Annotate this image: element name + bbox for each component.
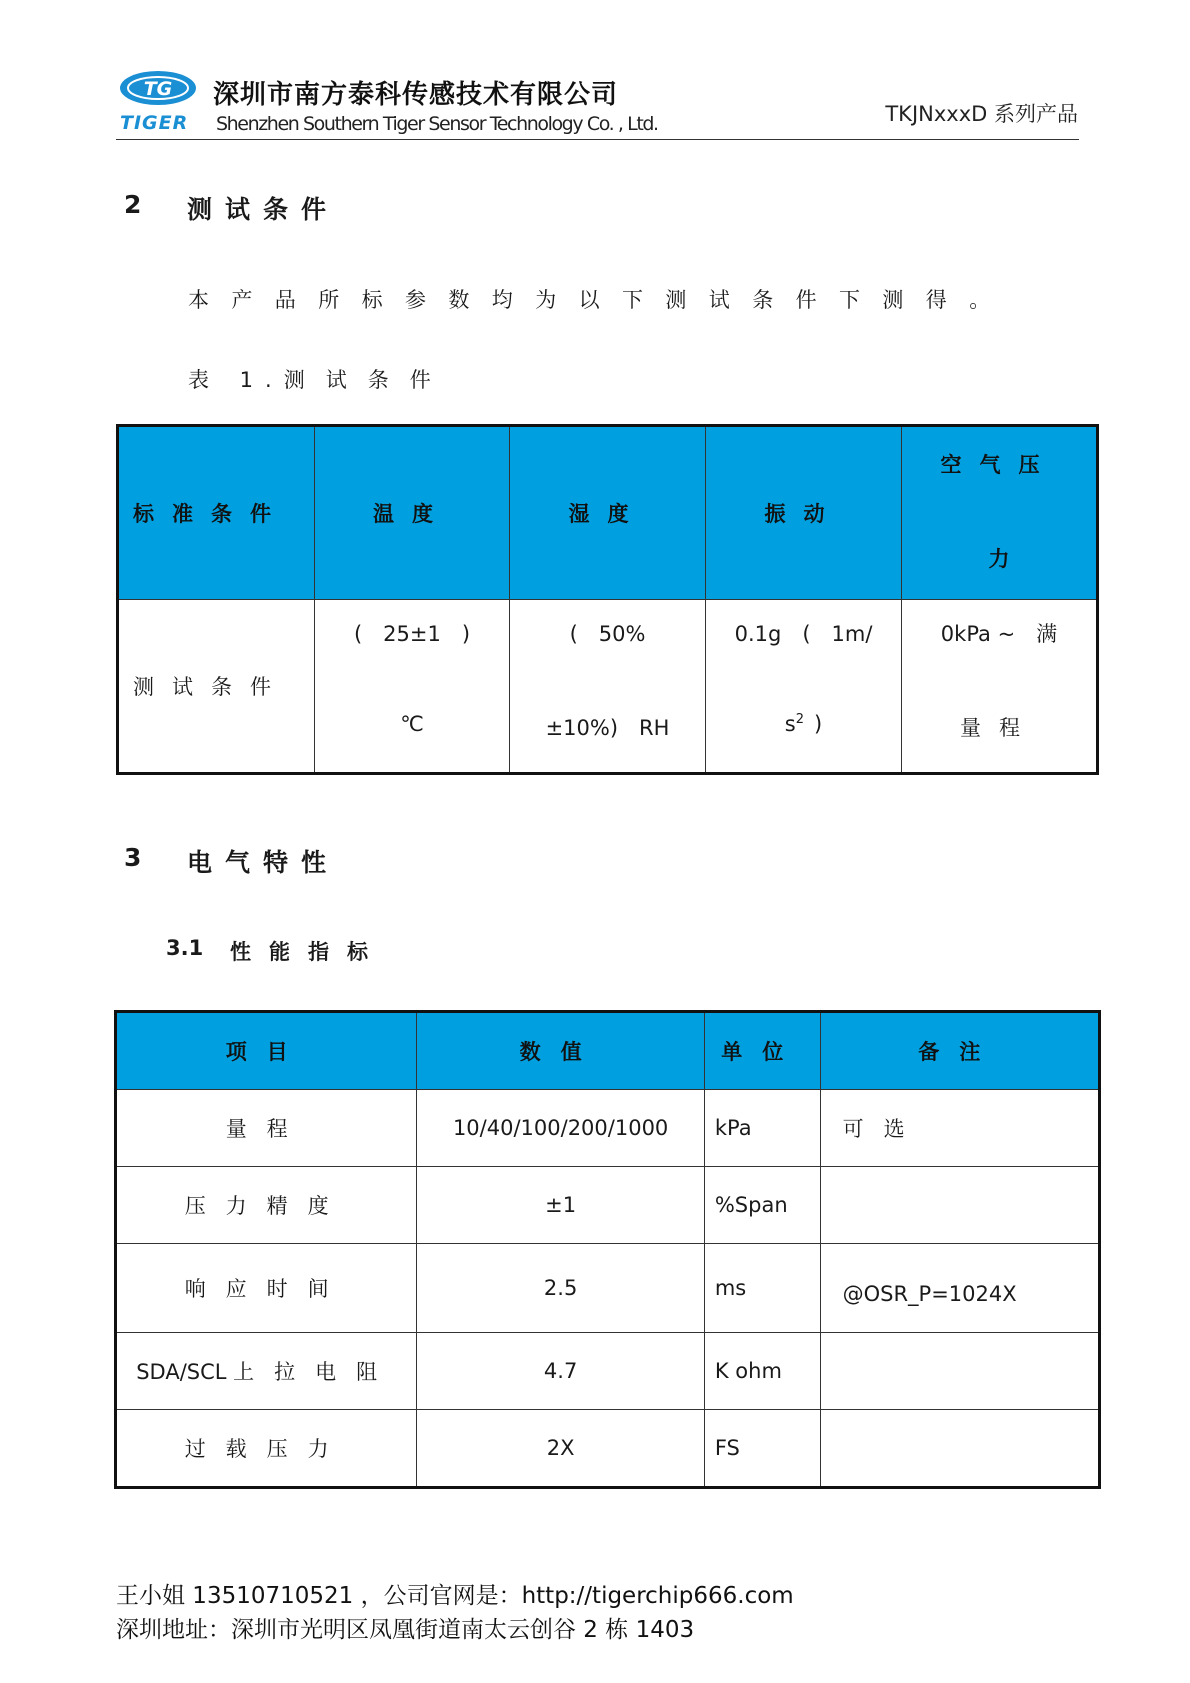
header-cell: 空气压 力 <box>902 426 1098 600</box>
performance-table <box>114 1010 1101 1489</box>
logo-oval-icon <box>118 68 198 108</box>
table-title: 测试条件 <box>283 368 452 392</box>
section-title: 测试条件 <box>187 195 340 224</box>
company-name-en: Shenzhen Southern Tiger Sensor Technology Co. , Ltd. <box>216 113 658 135</box>
note-cell <box>820 1333 1099 1410</box>
header-cell: 湿度 <box>510 426 706 600</box>
logo-wordmark: TIGER <box>120 112 189 134</box>
table-row <box>116 1410 1100 1488</box>
unit-cell: %Span <box>704 1167 820 1244</box>
header-cell: 振动 <box>706 426 902 600</box>
item-cell: 量程 <box>116 1090 417 1167</box>
item-cell: 压力精度 <box>116 1167 417 1244</box>
value-cell: 2X <box>417 1410 704 1488</box>
note-cell <box>820 1167 1099 1244</box>
humidity-cell: ( 50% ±10%) RH <box>510 600 706 774</box>
company-name-cn: 深圳市南方泰科传感技术有限公司 <box>213 80 619 110</box>
header-cell: 温度 <box>315 426 510 600</box>
section-number: 3 <box>124 843 142 872</box>
item-cell: 响应时间 <box>116 1244 417 1333</box>
table-header-row <box>116 1012 1100 1090</box>
section-number: 2 <box>124 190 142 219</box>
unit-cell: K ohm <box>704 1333 820 1410</box>
table-1-caption <box>188 364 452 394</box>
value-cell: 2.5 <box>417 1244 704 1333</box>
note-cell: @OSR_P=1024X <box>820 1244 1099 1333</box>
product-series: TKJNxxxD 系列产品 <box>885 102 1078 126</box>
subsection-title: 性能指标 <box>230 940 386 964</box>
header-cell: 项目 <box>116 1012 417 1090</box>
company-logo <box>118 68 198 132</box>
table-row <box>116 1244 1100 1333</box>
test-conditions-table <box>116 424 1099 775</box>
note-cell <box>820 1410 1099 1488</box>
logo-mark: TG <box>143 78 173 100</box>
header-cell: 单位 <box>704 1012 820 1090</box>
header-cell: 标准条件 <box>118 426 315 600</box>
table-label: 表 1. <box>188 368 284 392</box>
temperature-cell: ( 25±1 ) ℃ <box>315 600 510 774</box>
footer-address: 深圳地址：深圳市光明区凤凰街道南太云创谷 2 栋 1403 <box>116 1617 695 1643</box>
table-row <box>116 1090 1100 1167</box>
value-cell: 10/40/100/200/1000 <box>417 1090 704 1167</box>
section-2-paragraph: 本产品所标参数均为以下测试条件下测得。 <box>188 288 1013 312</box>
row-label: 测试条件 <box>118 600 315 774</box>
subsection-number: 3.1 <box>166 936 204 960</box>
note-cell: 可选 <box>820 1090 1099 1167</box>
footer-contact: 王小姐 13510710521 ，公司官网是：http://tigerchip666.com <box>116 1583 794 1609</box>
item-cell: SDA/SCL 上拉电阻 <box>116 1333 417 1410</box>
item-cell: 过载压力 <box>116 1410 417 1488</box>
value-cell: 4.7 <box>417 1333 704 1410</box>
unit-cell: kPa <box>704 1090 820 1167</box>
table-row <box>118 600 1098 774</box>
pressure-cell: 0kPa ~ 满 量程 <box>902 600 1098 774</box>
header-cell: 数值 <box>417 1012 704 1090</box>
header-divider <box>116 139 1079 140</box>
table-row <box>116 1333 1100 1410</box>
section-title: 电气特性 <box>187 848 340 877</box>
value-cell: ±1 <box>417 1167 704 1244</box>
table-row <box>116 1167 1100 1244</box>
table-header-row <box>118 426 1098 600</box>
header-cell: 备注 <box>820 1012 1099 1090</box>
unit-cell: ms <box>704 1244 820 1333</box>
unit-cell: FS <box>704 1410 820 1488</box>
vibration-cell: 0.1g ( 1m/ $s^2$ ) <box>706 600 902 774</box>
